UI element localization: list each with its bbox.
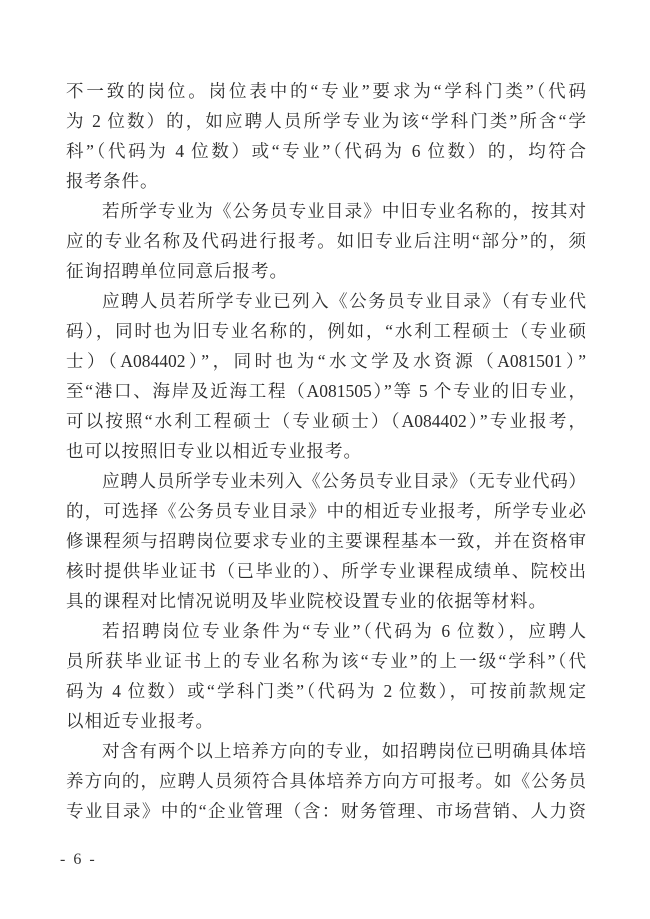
text-line: 若所学专业为《公务员专业目录》中旧专业名称的，按其对	[102, 201, 586, 221]
text-line: 码），同时也为旧专业名称的，例如，“水利工程硕士（专业硕	[66, 321, 586, 341]
text-line: 具的课程对比情况说明及毕业院校设置专业的依据等材料。	[66, 591, 547, 611]
text-line: 的，可选择《公务员专业目录》中的相近专业报考，所学专业必	[66, 501, 586, 521]
text-line: 科”（代码为 4 位数）或“专业”（代码为 6 位数）的，均符合	[66, 141, 586, 161]
text-line: 专业目录》中的“企业管理（含：财务管理、市场营销、人力资	[66, 801, 586, 821]
text-line: 也可以按照旧专业以相近专业报考。	[66, 441, 362, 461]
document-body	[66, 76, 586, 826]
text-line: 养方向的，应聘人员须符合具体培养方向方可报考。如《公务员	[66, 771, 586, 791]
page-number: - 6 -	[60, 851, 97, 868]
text-line: 至“港口、海岸及近海工程（A081505）”等 5 个专业的旧专业，	[66, 381, 586, 401]
text-line: 修课程须与招聘岗位要求专业的主要课程基本一致，并在资格审	[66, 531, 586, 551]
text-line: 报考条件。	[66, 171, 159, 191]
text-line: 为 2 位数）的，如应聘人员所学专业为该“学科门类”所含“学	[66, 111, 586, 131]
text-line: 可以按照“水利工程硕士（专业硕士）（A084402）”专业报考，	[66, 411, 586, 431]
text-line: 应的专业名称及代码进行报考。如旧专业后注明“部分”的，须	[66, 231, 586, 251]
text-line: 若招聘岗位专业条件为“专业”（代码为 6 位数），应聘人	[102, 621, 586, 641]
text-line: 征询招聘单位同意后报考。	[66, 261, 288, 281]
text-line: 应聘人员所学专业未列入《公务员专业目录》（无专业代码）	[102, 471, 586, 491]
text-line: 士）（A084402）”，同时也为“水文学及水资源（A081501）”	[66, 351, 586, 371]
text-line: 核时提供毕业证书（已毕业的）、所学专业课程成绩单、院校出	[66, 561, 586, 581]
text-line: 码为 4 位数）或“学科门类”（代码为 2 位数），可按前款规定	[66, 681, 586, 701]
text-line: 员所获毕业证书上的专业名称为该“专业”的上一级“学科”（代	[66, 651, 586, 671]
text-line: 对含有两个以上培养方向的专业，如招聘岗位已明确具体培	[102, 741, 586, 761]
text-line: 不一致的岗位。岗位表中的“专业”要求为“学科门类”（代码	[66, 81, 586, 101]
text-line: 应聘人员若所学专业已列入《公务员专业目录》（有专业代	[102, 291, 586, 311]
text-line: 以相近专业报考。	[66, 711, 214, 731]
